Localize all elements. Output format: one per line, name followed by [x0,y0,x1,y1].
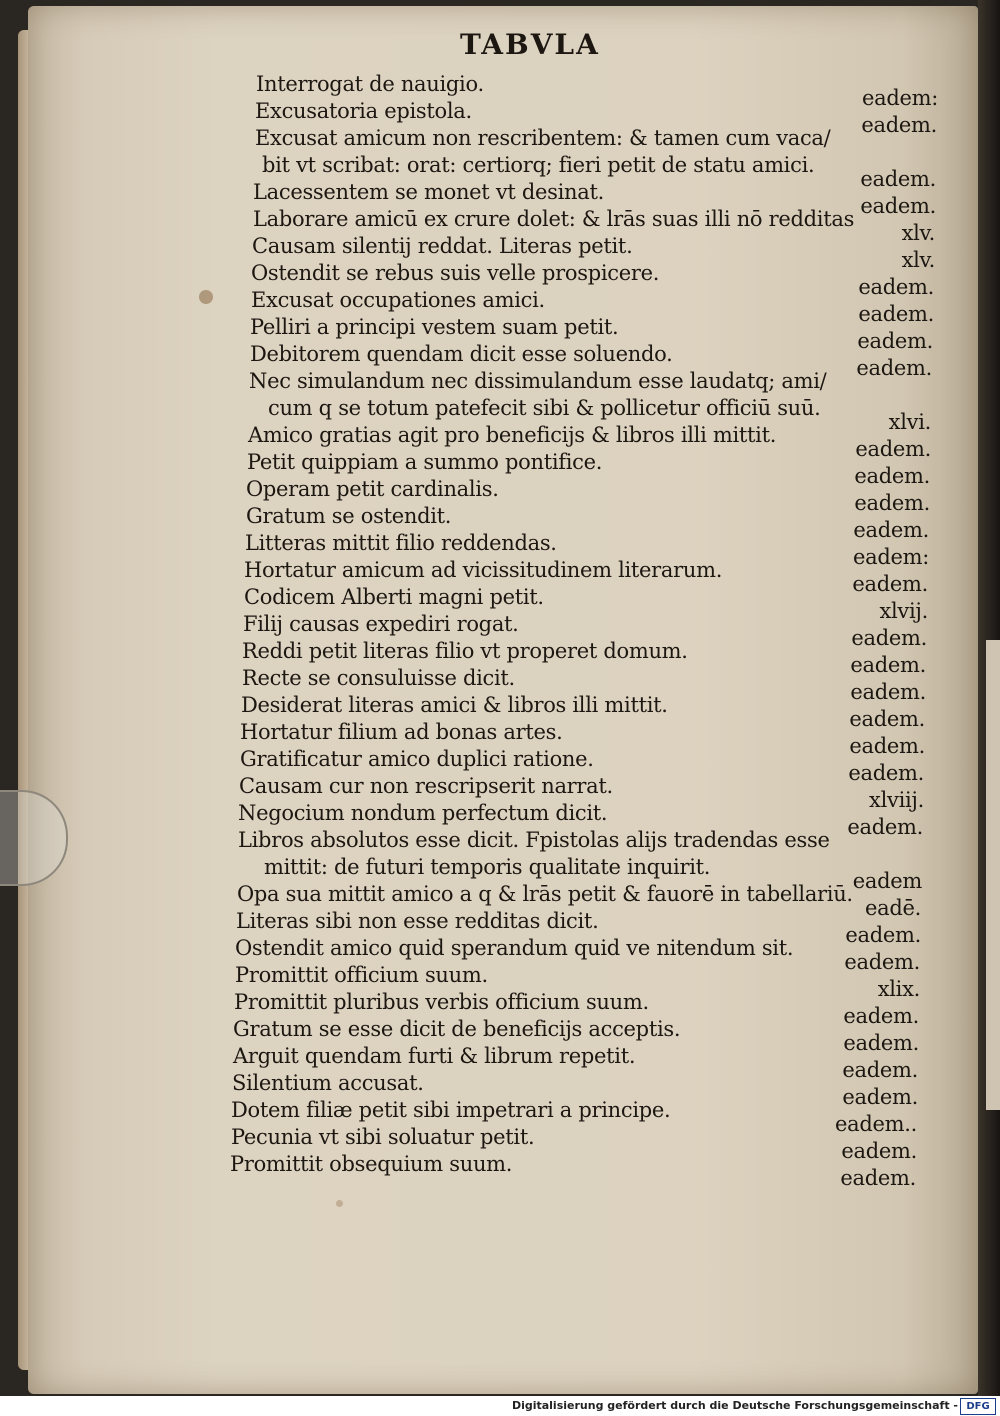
toc-reference: eadem. [858,302,934,326]
toc-reference: xlviij. [869,788,924,812]
toc-entry: Operam petit cardinalis. [246,477,499,501]
toc-entry: Ostendit amico quid sperandum quid ve nitendum sit. [235,936,794,960]
toc-entry: Excusatoria epistola. [255,99,472,123]
toc-entry: cum q se totum patefecit sibi & pollicetur officiū suū. [268,396,821,420]
toc-reference: eadem. [844,950,920,974]
toc-reference: eadem. [842,1058,918,1082]
toc-entry: Hortatur amicum ad vicissitudinem literarum. [244,558,723,582]
toc-reference: eadem. [860,194,936,218]
toc-reference: eadem. [849,707,925,731]
toc-entry: bit vt scribat: orat: certiorq; fieri petit de statu amici. [262,153,815,177]
toc-reference: eadem. [842,1085,918,1109]
toc-entry: Opa sua mittit amico a q & lrās petit & fauorē in tabellariū. [237,882,853,906]
toc-reference: eadem. [854,491,930,515]
toc-entry: Excusat occupationes amici. [251,288,545,312]
toc-reference: eadem. [853,518,929,542]
toc-reference: xlv. [901,248,935,272]
toc-reference: eadem. [858,275,934,299]
toc-entry: Laborare amicū ex crure dolet: & lrās suas illi nō redditas [253,207,855,231]
toc-entry: Promittit pluribus verbis officium suum. [234,990,649,1014]
toc-reference: eadem. [854,464,930,488]
toc-reference: eadem. [847,815,923,839]
toc-entry: Promittit obsequium suum. [230,1152,513,1176]
toc-reference: eadem. [843,1031,919,1055]
toc-entry: Negocium nondum perfectum dicit. [238,801,608,825]
toc-reference: eadem. [850,680,926,704]
toc-reference: eadem. [849,734,925,758]
toc-entry: Pelliri a principi vestem suam petit. [250,315,619,339]
toc-reference: eadē. [865,896,921,920]
toc-entry: Gratum se ostendit. [246,504,452,528]
toc-entry: Interrogat de nauigio. [256,72,484,96]
toc-entry: Silentium accusat. [232,1071,424,1095]
toc-entry: Pecunia vt sibi soluatur petit. [231,1125,535,1149]
toc-reference: eadem. [840,1166,916,1190]
toc-reference: eadem. [848,761,924,785]
toc-reference: eadem. [851,626,927,650]
toc-reference: eadem: [861,86,938,110]
toc-reference: xlvi. [888,410,931,434]
toc-entry: Dotem filiæ petit sibi impetrari a principe. [231,1098,671,1122]
toc-reference: eadem. [856,356,932,380]
toc-entry: Desiderat literas amici & libros illi mittit. [241,693,668,717]
toc-entry: Petit quippiam a summo pontifice. [247,450,603,474]
toc-reference: eadem. [852,572,928,596]
toc-entry: Gratum se esse dicit de beneficijs acceptis. [233,1017,681,1041]
toc-entry: Excusat amicum non rescribentem: & tamen cum vaca/ [255,126,831,150]
toc-reference: xlix. [877,977,920,1001]
toc-entry: Causam cur non rescripserit narrat. [239,774,613,798]
toc-reference: eadem. [850,653,926,677]
toc-entry: Debitorem quendam dicit esse soluendo. [250,342,673,366]
toc-entry: Arguit quendam furti & librum repetit. [233,1044,636,1068]
toc-entry: Reddi petit literas filio vt properet domum. [242,639,688,663]
toc-entry: Filij causas expediri rogat. [243,612,519,636]
toc-reference: eadem. [855,437,931,461]
toc-reference: eadem. [845,923,921,947]
toc-entry: Hortatur filium ad bonas artes. [240,720,563,744]
footer-bar [0,1396,1000,1416]
toc-reference: eadem. [860,167,936,191]
footer-credit: Digitalisierung gefördert durch die Deutsche Forschungsgemeinschaft - [511,1399,958,1412]
toc-entry: Literas sibi non esse redditas dicit. [236,909,599,933]
toc-entry: Nec simulandum nec dissimulandum esse laudatq; ami/ [249,369,827,393]
toc-reference: xlv. [901,221,935,245]
toc-reference: eadem. [843,1004,919,1028]
toc-entry: Promittit officium suum. [235,963,488,987]
toc-reference: eadem. [861,113,937,137]
toc-entry: Codicem Alberti magni petit. [244,585,544,609]
toc-entry: Gratificatur amico duplici ratione. [240,747,594,771]
toc-reference: eadem. [857,329,933,353]
toc-entry: Ostendit se rebus suis velle prospicere. [251,261,660,285]
toc-entry: mittit: de futuri temporis qualitate inquirit. [264,855,711,879]
toc-entry: Causam silentij reddat. Literas petit. [252,234,633,258]
page-header: TABVLA [460,28,600,61]
toc-entry: Recte se consuluisse dicit. [242,666,515,690]
toc-reference: eadem.. [835,1112,917,1136]
toc-entry: Amico gratias agit pro beneficijs & libros illi mittit. [248,423,777,447]
toc-reference: xlvij. [879,599,928,623]
toc-entry: Libros absolutos esse dicit. Fpistolas alijs tradendas esse [238,828,830,852]
dfg-logo-icon: DFG [960,1398,996,1415]
toc-entry: Lacessentem se monet vt desinat. [253,180,605,204]
toc-reference: eadem: [852,545,929,569]
toc-reference: eadem. [841,1139,917,1163]
toc-entry: Litteras mittit filio reddendas. [245,531,557,555]
toc-reference: eadem [852,869,922,893]
